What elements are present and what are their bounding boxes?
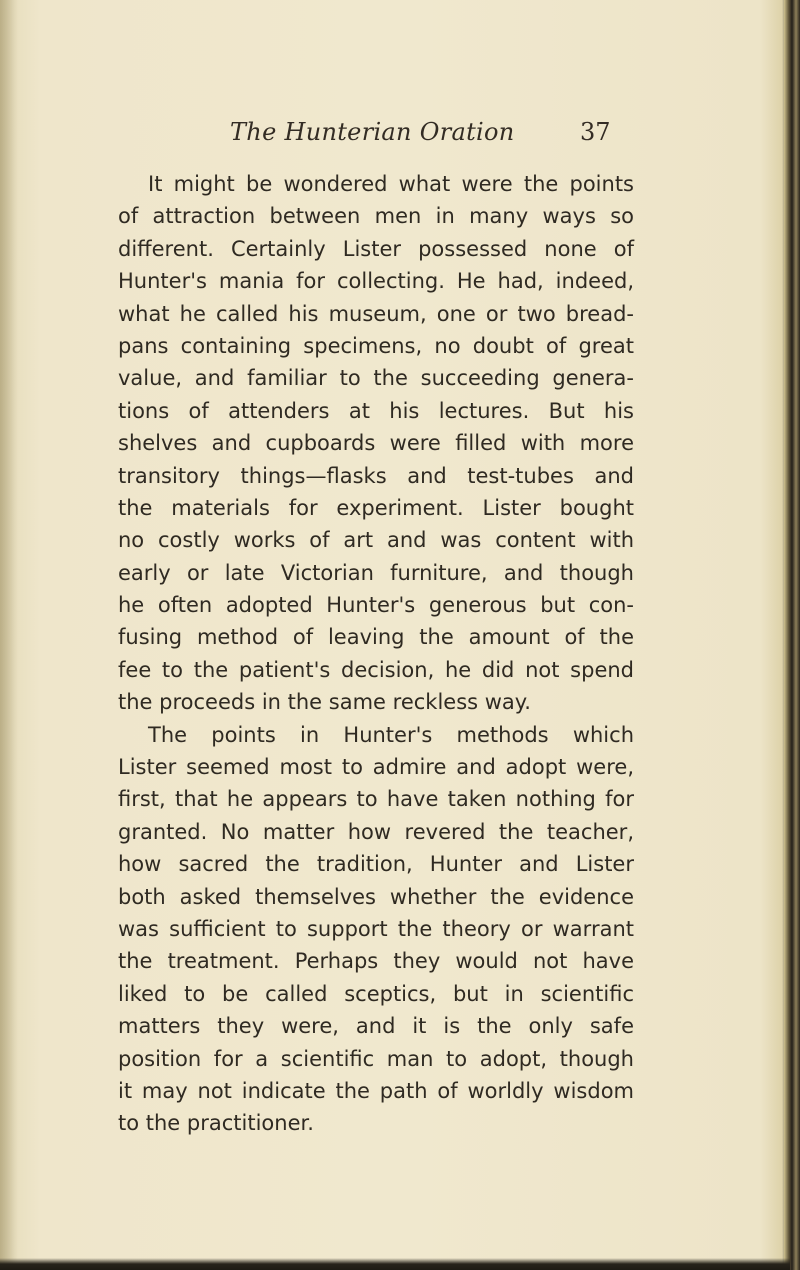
text-line: matters they were, and it is the only safe: [118, 1014, 634, 1039]
text-line: what he called his museum, one or two bread-: [118, 301, 634, 326]
text-line: position for a scientific man to adopt, though: [118, 1046, 634, 1071]
text-line: granted. No matter how revered the teacher,: [118, 819, 634, 844]
text-line: he often adopted Hunter's generous but con-: [118, 593, 634, 618]
text-line: was sufficient to support the theory or warrant: [118, 916, 634, 941]
text-line: of attraction between men in many ways so: [118, 204, 634, 229]
text-line: no costly works of art and was content with: [118, 528, 634, 553]
binding-shadow: [0, 0, 18, 1270]
page-edge: [784, 0, 800, 1270]
text-line: tions of attenders at his lectures. But his: [118, 398, 634, 423]
text-line: Lister seemed most to admire and adopt were,: [118, 755, 634, 780]
text-line: the materials for experiment. Lister bought: [118, 495, 634, 520]
text-line: different. Certainly Lister possessed none of: [118, 236, 634, 261]
text-line: first, that he appears to have taken nothing for: [118, 787, 634, 812]
text-line: liked to be called sceptics, but in scientific: [118, 981, 634, 1006]
running-header: [0, 118, 800, 154]
text-line: shelves and cupboards were filled with more: [118, 431, 634, 456]
text-line: to the practitioner.: [118, 1111, 314, 1136]
text-line: fusing method of leaving the amount of the: [118, 625, 634, 650]
scan-bottom-edge: [0, 1258, 790, 1270]
text-line: transitory things—flasks and test-tubes and: [118, 463, 634, 488]
page-number: 37: [580, 118, 611, 146]
text-line: pans containing specimens, no doubt of great: [118, 333, 634, 358]
text-line: value, and familiar to the succeeding genera-: [118, 366, 634, 391]
text-line: early or late Victorian furniture, and though: [118, 560, 634, 585]
text-line: Hunter's mania for collecting. He had, indeed,: [118, 269, 634, 294]
text-line: both asked themselves whether the evidence: [118, 884, 634, 909]
text-line: It might be wondered what were the points: [148, 172, 634, 196]
text-line: The points in Hunter's methods which: [148, 722, 634, 747]
text-line: fee to the patient's decision, he did not spend: [118, 657, 634, 682]
text-line: the proceeds in the same reckless way.: [118, 690, 531, 715]
running-title: The Hunterian Oration: [230, 118, 515, 146]
text-line: the treatment. Perhaps they would not have: [118, 949, 634, 974]
body-text: [118, 168, 634, 1140]
text-line: it may not indicate the path of worldly wisdom: [118, 1078, 634, 1103]
text-line: how sacred the tradition, Hunter and Lister: [118, 852, 634, 877]
